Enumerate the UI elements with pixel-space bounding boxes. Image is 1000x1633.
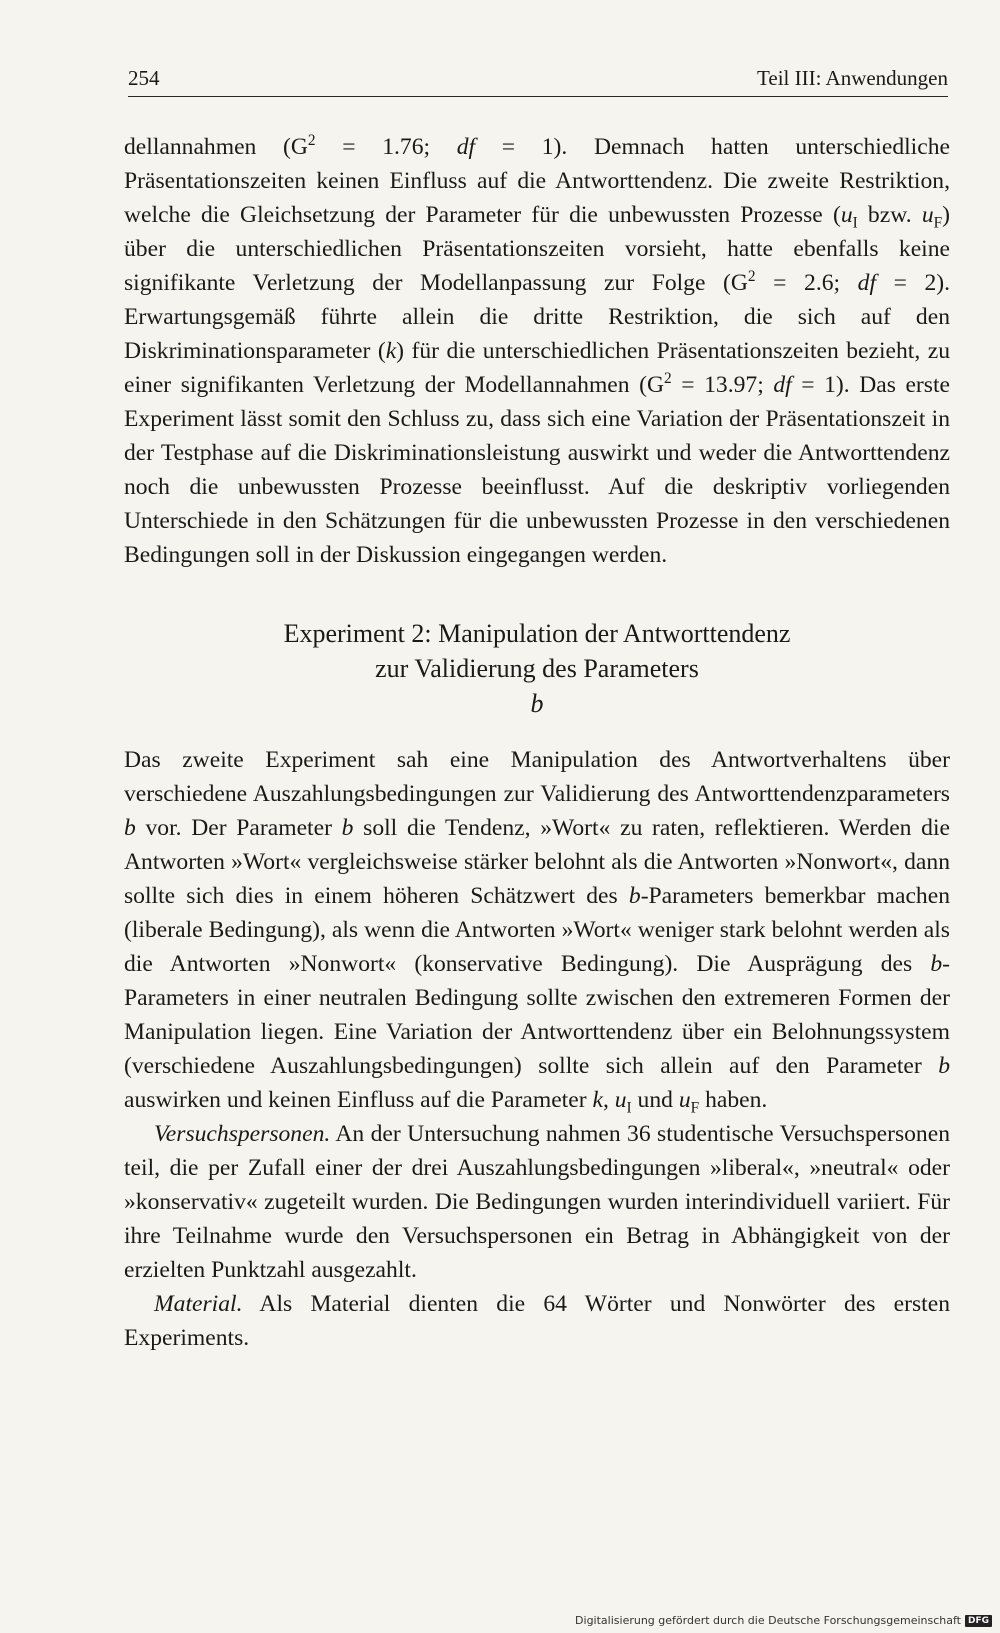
subjects-paragraph <box>124 1117 950 1287</box>
text-run: , <box>602 1087 615 1113</box>
paragraph-label: Versuchspersonen. <box>154 1121 331 1147</box>
superscript: 2 <box>664 370 672 388</box>
intro-paragraph <box>124 130 950 572</box>
text-run: vor. Der Parameter <box>135 815 342 841</box>
text-run: = 13.97; <box>671 372 774 398</box>
italic-variable: df <box>857 270 876 296</box>
text-run: = 2.6; <box>755 270 858 296</box>
superscript: 2 <box>747 268 756 286</box>
text-run: soll die Tendenz, »Wort« zu raten, reflektieren. Werden die Antworten »Wort« vergleichsweise stärker belohnt als die Antworten »Nonwort«, dann sollte sich dies in einem höheren Schätzwert des <box>124 815 950 909</box>
digitization-footer <box>575 1614 992 1627</box>
subscript: I <box>852 214 858 232</box>
text-run: dellannahmen (G <box>124 134 308 160</box>
italic-variable: b <box>938 1053 950 1079</box>
text-run: auswirken und keinen Einfluss auf die Parameter <box>124 1087 593 1113</box>
text-run: = 1.76; <box>315 134 457 160</box>
subscript: F <box>933 214 943 232</box>
digitization-credit: Digitalisierung gefördert durch die Deutsche Forschungsgemeinschaft <box>575 1614 961 1627</box>
italic-variable: df <box>456 134 476 160</box>
text-run: = 1). Das erste Experiment lässt somit den Schluss zu, dass sich eine Variation der Präsentationszeit in der Testphase auf die Diskriminationsleistung auswirkt und weder die Antworttendenz noch die unbewussten Prozesse beeinflusst. Auf die deskriptiv vorliegenden Unterschiede in den Schätzungen für die unbewussten Prozesse in den verschiedenen Bedingungen soll in der Diskussion eingegangen werden. <box>124 372 950 568</box>
text-run: = 2). Erwartungsgemäß führte allein die dritte Restriktion, die sich auf den Diskriminationsparameter ( <box>124 270 950 364</box>
text-run: -Parameters bemerkbar machen (liberale Bedingung), als wenn die Antworten »Wort« weniger stark belohnt werden als die Antworten »Nonwort« (konservative Bedingung). Die Ausprägung des <box>124 883 950 977</box>
text-run: haben. <box>699 1087 768 1113</box>
italic-variable: u <box>921 202 934 228</box>
section-heading-line-2 <box>124 651 950 721</box>
italic-variable: df <box>773 372 792 398</box>
dfg-logo-icon: DFG <box>965 1615 992 1627</box>
italic-variable: k <box>592 1087 603 1113</box>
page-header <box>128 60 948 97</box>
italic-variable: k <box>385 338 397 364</box>
text-run: -Parameters in einer neutralen Bedingung sollte zwischen den extremeren Formen der Manipulation liegen. Eine Variation der Antworttendenz über ein Belohnungssystem (verschiedene Auszahlungsbedingungen) sollte sich allein auf den Parameter <box>124 951 950 1079</box>
superscript: 2 <box>307 132 316 150</box>
text-run: Das zweite Experiment sah eine Manipulation des Antwortverhaltens über verschiedene Auszahlungsbedingungen zur Validierung des Antworttendenzparameters <box>124 747 950 807</box>
text-run: und <box>631 1087 679 1113</box>
running-title: Teil III: Anwendungen <box>757 66 948 90</box>
section-heading <box>124 616 950 721</box>
italic-variable: b <box>124 815 136 841</box>
italic-variable: b <box>628 883 641 909</box>
italic-variable: b <box>930 951 943 977</box>
section-paragraph <box>124 743 950 1117</box>
italic-variable: u <box>678 1087 691 1113</box>
text-run: Als Material dienten die 64 Wörter und Nonwörter des ersten Experiments. <box>124 1291 950 1351</box>
text-run: bzw. <box>857 202 922 228</box>
italic-variable: u <box>840 202 853 228</box>
text-run: ) über die unterschiedlichen Präsentationszeiten vorsieht, hatte ebenfalls keine signifikante Verletzung der Modellanpassung zur Folge (G <box>124 202 950 296</box>
page-body <box>124 130 950 1355</box>
italic-variable: u <box>614 1087 627 1113</box>
text-run: = 1). Demnach hatten unterschiedliche Präsentationszeiten keinen Einfluss auf die Antworttendenz. Die zweite Restriktion, welche die Gleichsetzung der Parameter für die unbewussten Prozesse ( <box>124 134 950 228</box>
section-heading-line-1: Experiment 2: Manipulation der Antworttendenz <box>283 619 791 648</box>
subscript: F <box>690 1099 700 1117</box>
text-run: ) für die unterschiedlichen Präsentationszeiten bezieht, zu einer signifikanten Verletzung der Modellannahmen (G <box>124 338 950 398</box>
subscript: I <box>626 1099 632 1117</box>
text-run: An der Untersuchung nahmen 36 studentische Versuchspersonen teil, die per Zufall einer der drei Auszahlungsbedingungen »liberal«, »neutral« oder »konservativ« zugeteilt wurden. Die Bedingungen wurden interindividuell variiert. Für ihre Teilnahme wurde den Versuchspersonen ein Betrag in Abhängigkeit von der erzielten Punktzahl ausgezahlt. <box>124 1121 950 1283</box>
text-run: zur Validierung des Parameters <box>375 654 699 683</box>
italic-variable: b <box>530 689 544 718</box>
page-number: 254 <box>128 66 160 90</box>
material-paragraph <box>124 1287 950 1355</box>
paragraph-label: Material. <box>154 1291 243 1317</box>
italic-variable: b <box>341 815 354 841</box>
